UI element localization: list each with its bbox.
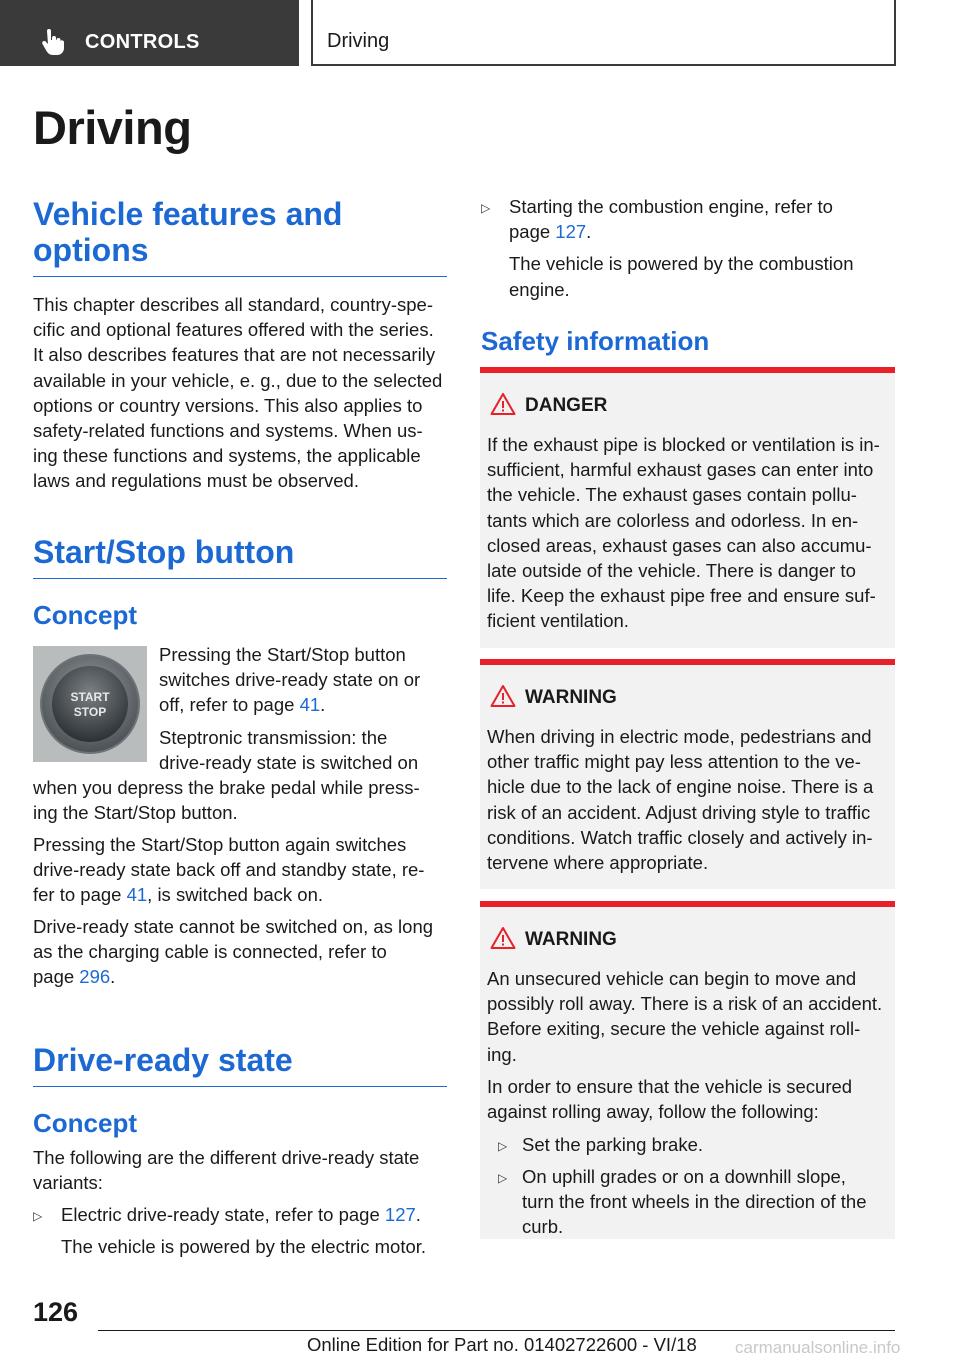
start-stop-button-icon — [33, 646, 147, 762]
heading-line: Drive-ready state — [33, 1042, 293, 1078]
text-line: hicle due to the lack of engine noise. There is a — [487, 776, 874, 798]
text-line: ing the Start/Stop button. — [33, 802, 238, 824]
text-line: tervene where appropriate. — [487, 852, 709, 874]
text-line: closed areas, exhaust gases can also accumu- — [487, 534, 872, 556]
footer-edition: Online Edition for Part no. 01402722600 - VI/18 — [307, 1334, 697, 1355]
chapter-tab-label: CONTROLS — [85, 31, 200, 53]
pointing-hand-icon — [38, 28, 66, 56]
text-line: conditions. Watch traffic closely and actively in- — [487, 826, 873, 848]
text-line: as the charging cable is connected, refer to — [33, 941, 387, 963]
vehicle-features-heading — [33, 196, 447, 277]
triangle-bullet-icon: ▷ — [498, 1139, 508, 1153]
heading-line: Vehicle features and — [33, 196, 343, 232]
warning-label: WARNING — [525, 929, 617, 950]
page-link-127[interactable]: 127 — [384, 1204, 416, 1225]
page-header — [0, 0, 960, 66]
text-line: The vehicle is powered by the combustion — [509, 253, 854, 275]
text-span: . — [110, 966, 116, 988]
bullet-text: Set the parking brake. — [522, 1134, 703, 1155]
triangle-bullet-icon: ▷ — [33, 1209, 43, 1223]
text-line: ing these functions and systems, the applicable — [33, 445, 421, 467]
text-line: On uphill grades or on a downhill slope, — [522, 1166, 846, 1187]
page-link-296[interactable]: 296 — [79, 966, 111, 988]
start-stop-p2a — [159, 725, 449, 775]
text-span: . — [586, 221, 592, 243]
text-line: possibly roll away. There is a risk of an accident. — [487, 993, 883, 1015]
text-line: late outside of the vehicle. There is danger to — [487, 560, 856, 582]
text-line: Pressing the Start/Stop button again switches — [33, 834, 407, 855]
text-line: Pressing the Start/Stop button — [159, 644, 406, 665]
footer-divider — [98, 1330, 895, 1331]
triangle-bullet-icon: ▷ — [498, 1171, 508, 1185]
text-span: Electric drive-ready state, refer to page — [61, 1204, 385, 1225]
text-line: turn the front wheels in the direction of the — [522, 1191, 867, 1213]
start-stop-p2b — [33, 775, 453, 825]
text-line: ing. — [487, 1043, 517, 1065]
page-title: Driving — [33, 101, 192, 154]
text-line: when you depress the brake pedal while press- — [33, 777, 420, 798]
bullet-text — [481, 219, 895, 244]
drive-ready-intro — [33, 1145, 453, 1195]
list-item — [498, 1164, 893, 1240]
start-stop-concept-heading: Concept — [33, 600, 137, 630]
text-line: cific and optional features offered with the series. — [33, 319, 434, 341]
text-line: This chapter describes all standard, country-spe- — [33, 294, 433, 315]
text-span: off, refer to page — [159, 694, 300, 716]
text-line: If the exhaust pipe is blocked or ventilation is in- — [487, 434, 880, 455]
warning-text — [487, 966, 892, 1124]
text-line: switches drive-ready state on or — [159, 669, 421, 691]
heading-line: Start/Stop button — [33, 534, 295, 570]
start-stop-heading — [33, 534, 447, 579]
text-line: Drive-ready state cannot be switched on, as long — [33, 916, 434, 937]
text-line: engine. — [509, 278, 570, 300]
text-line: available in your vehicle, e. g., due to the selected — [33, 369, 443, 391]
danger-box — [480, 367, 895, 648]
text-line: When driving in electric mode, pedestrians and — [487, 726, 872, 747]
list-item — [33, 1202, 453, 1259]
button-label-stop: STOP — [73, 705, 107, 719]
text-line: sufficient, harmful exhaust gases can enter into — [487, 459, 874, 481]
page-number: 126 — [33, 1297, 79, 1327]
text-line: ficient ventilation. — [487, 610, 629, 632]
watermark: carmanualsonline.info — [735, 1338, 901, 1357]
warning-text — [487, 724, 892, 875]
text-line: risk of an accident. Adjust driving style to traffic — [487, 801, 871, 823]
start-stop-p3 — [33, 832, 453, 908]
page-link-127[interactable]: 127 — [555, 221, 587, 243]
text-line: An unsecured vehicle can begin to move and — [487, 968, 857, 989]
bullet-text: Starting the combustion engine, refer to — [509, 196, 833, 217]
list-item — [498, 1132, 893, 1157]
danger-text — [487, 432, 892, 634]
safety-info-heading: Safety information — [481, 326, 710, 356]
warning-box-electric-mode — [480, 659, 895, 889]
text-span: page — [509, 221, 556, 243]
text-line: variants: — [33, 1172, 103, 1194]
text-line: life. Keep the exhaust pipe free and ensure suf- — [487, 585, 876, 607]
text-span: . — [320, 694, 326, 716]
text-line: In order to ensure that the vehicle is secured — [487, 1075, 853, 1097]
text-line: It also describes features that are not necessarily — [33, 344, 436, 366]
warning-triangle-icon — [490, 684, 516, 708]
text-line: laws and regulations must be observed. — [33, 470, 359, 492]
drive-ready-heading — [33, 1042, 447, 1087]
bullet-text — [33, 1202, 453, 1227]
bullet-text — [498, 1164, 893, 1240]
page-link-41[interactable]: 41 — [299, 694, 321, 716]
start-stop-button-image — [33, 646, 147, 762]
section-title: Driving — [327, 30, 390, 52]
list-item — [481, 194, 895, 302]
danger-label: DANGER — [525, 395, 608, 416]
drive-ready-concept-heading: Concept — [33, 1108, 137, 1138]
text-line: curb. — [522, 1216, 564, 1238]
text-line — [159, 692, 449, 717]
warning-label: WARNING — [525, 687, 617, 708]
warning-box-unsecured-vehicle — [480, 901, 895, 1239]
bullet-note: The vehicle is powered by the electric motor. — [61, 1236, 427, 1258]
warning-triangle-icon — [490, 392, 516, 416]
text-line: drive-ready state is switched on — [159, 752, 419, 774]
text-line: options or country versions. This also applies to — [33, 394, 423, 416]
text-line — [33, 964, 453, 989]
text-span: page — [33, 966, 80, 988]
chapter-tab[interactable] — [0, 0, 299, 66]
heading-line: options — [33, 232, 149, 268]
text-span: . — [415, 1204, 421, 1225]
text-line: drive-ready state back off and standby state, re- — [33, 859, 425, 881]
text-line: other traffic might pay less attention to the ve- — [487, 751, 861, 773]
text-line: The following are the different drive-ready state — [33, 1147, 420, 1168]
start-stop-p4 — [33, 914, 453, 990]
text-line — [33, 882, 453, 907]
text-line: safety-related functions and systems. When us- — [33, 420, 423, 442]
text-line: tants which are colorless and odorless. In en- — [487, 509, 859, 531]
warning-triangle-icon — [490, 926, 516, 950]
text-line: the vehicle. The exhaust gases contain pollu- — [487, 484, 857, 506]
text-line: Before exiting, secure the vehicle against roll- — [487, 1018, 861, 1040]
page-link-41[interactable]: 41 — [126, 884, 148, 906]
section-title-box — [311, 0, 896, 66]
text-span: , is switched back on. — [147, 884, 324, 906]
bullet-note — [481, 251, 895, 301]
text-line: against rolling away, follow the following: — [487, 1101, 819, 1123]
start-stop-p1 — [159, 642, 449, 718]
vehicle-features-text — [33, 292, 453, 494]
button-label-start: START — [70, 690, 110, 704]
text-span: fer to page — [33, 884, 127, 906]
text-line: Steptronic transmission: the — [159, 727, 388, 748]
triangle-bullet-icon: ▷ — [481, 201, 491, 215]
